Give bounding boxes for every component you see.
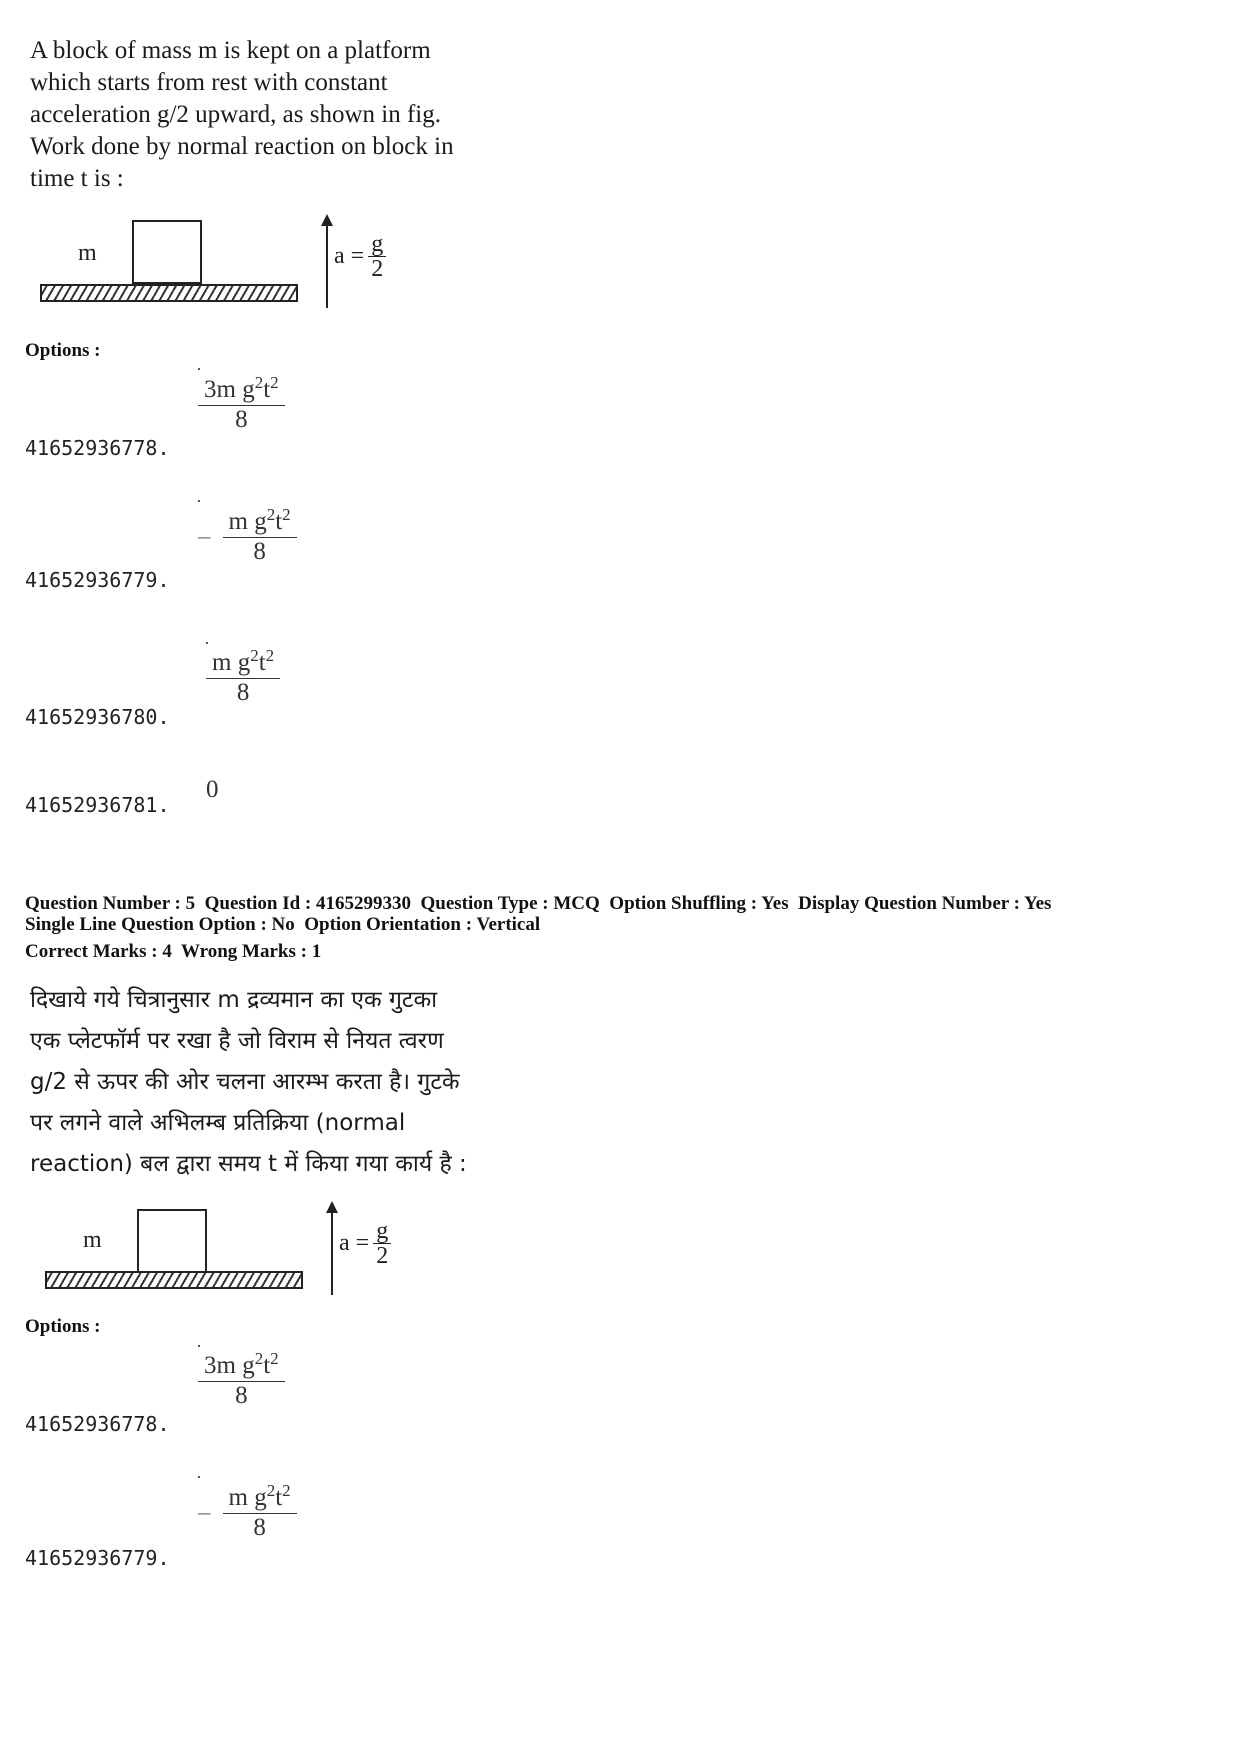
option-sign: – (198, 522, 211, 550)
platform (45, 1271, 303, 1289)
option-numerator: m $g^2t^2$ (223, 507, 297, 538)
option-marker (198, 500, 200, 502)
accel-denominator: 2 (371, 256, 384, 282)
option-formula (198, 1483, 297, 1542)
option-fraction (223, 1483, 297, 1542)
platform-figure (0, 190, 420, 310)
option-denominator: 8 (253, 538, 266, 565)
option-denominator: 8 (253, 1514, 266, 1541)
option-id[interactable]: 41652936778. (25, 436, 170, 460)
option-fraction (206, 648, 280, 707)
option-formula (198, 1351, 285, 1410)
option-id[interactable]: 41652936780. (25, 705, 170, 729)
option-denominator: 8 (235, 1382, 248, 1409)
question-text (30, 35, 550, 195)
block (137, 1209, 207, 1273)
option-id[interactable]: 41652936778. (25, 1412, 170, 1436)
option-id[interactable]: 41652936779. (25, 1546, 170, 1570)
platform-figure (5, 1185, 425, 1305)
question-line: एक प्लेटफॉर्म पर रखा है जो विराम से नियत त्वरण (30, 1028, 444, 1054)
question-line: पर लगने वाले अभिलम्ब प्रतिक्रिया (normal (30, 1110, 406, 1136)
option-sign: – (198, 1498, 211, 1526)
option-fraction (223, 507, 297, 566)
option-formula (206, 648, 280, 707)
question-line: acceleration g/2 upward, as shown in fig. (30, 101, 441, 128)
question-line: which starts from rest with constant (30, 69, 388, 96)
question-line: g/2 से ऊपर की ओर चलना आरम्भ करता है। गुटके (30, 1069, 460, 1095)
option-value: 0 (206, 776, 219, 803)
options-label: Options : (25, 340, 101, 361)
option-numerator: 3m $g^2t^2$ (198, 1351, 285, 1382)
accel-numerator: g (373, 1219, 391, 1244)
option-id[interactable]: 41652936779. (25, 568, 170, 592)
question-line: A block of mass m is kept on a platform (30, 37, 431, 64)
question-line: time t is : (30, 165, 124, 192)
option-formula (198, 507, 297, 566)
question-meta-line: Single Line Question Option : No Option Orientation : Vertical (25, 914, 541, 935)
option-id[interactable]: 41652936781. (25, 793, 170, 817)
option-marker (198, 368, 200, 370)
option-numerator: m $g^2t^2$ (206, 648, 280, 679)
accel-fraction (373, 1219, 391, 1268)
acceleration-arrow-icon (326, 216, 328, 308)
option-numerator: m $g^2t^2$ (223, 1483, 297, 1514)
block (132, 220, 202, 284)
question-line: दिखाये गये चित्रानुसार m द्रव्यमान का एक गुटका (30, 987, 438, 1013)
question-line: reaction) बल द्वारा समय t में किया गया कार्य है : (30, 1151, 467, 1177)
option-formula (198, 375, 285, 434)
option-fraction (198, 1351, 285, 1410)
acceleration-label (339, 1219, 391, 1268)
question-meta-line: Question Number : 5 Question Id : 4165299330 Question Type : MCQ Option Shuffling : Yes Display Question Number : Yes (25, 893, 1052, 914)
option-marker (206, 642, 208, 644)
platform (40, 284, 298, 302)
option-fraction (198, 375, 285, 434)
options-label: Options : (25, 1316, 101, 1337)
option-denominator: 8 (235, 406, 248, 433)
acceleration-arrow-icon (331, 1203, 333, 1295)
accel-denominator: 2 (376, 1243, 389, 1269)
option-marker (198, 1476, 200, 1478)
marks-line: Correct Marks : 4 Wrong Marks : 1 (25, 941, 322, 962)
mass-label: m (78, 240, 97, 266)
accel-lhs: a = (339, 1230, 370, 1256)
question-text-hindi (30, 980, 550, 1185)
option-marker (198, 1345, 200, 1347)
accel-numerator: g (368, 232, 386, 257)
option-denominator: 8 (236, 679, 250, 706)
acceleration-label (334, 232, 386, 281)
question-line: Work done by normal reaction on block in (30, 133, 454, 160)
mass-label: m (83, 1227, 102, 1253)
accel-fraction (368, 232, 386, 281)
accel-lhs: a = (334, 243, 365, 269)
option-numerator: 3m $g^2t^2$ (198, 375, 285, 406)
